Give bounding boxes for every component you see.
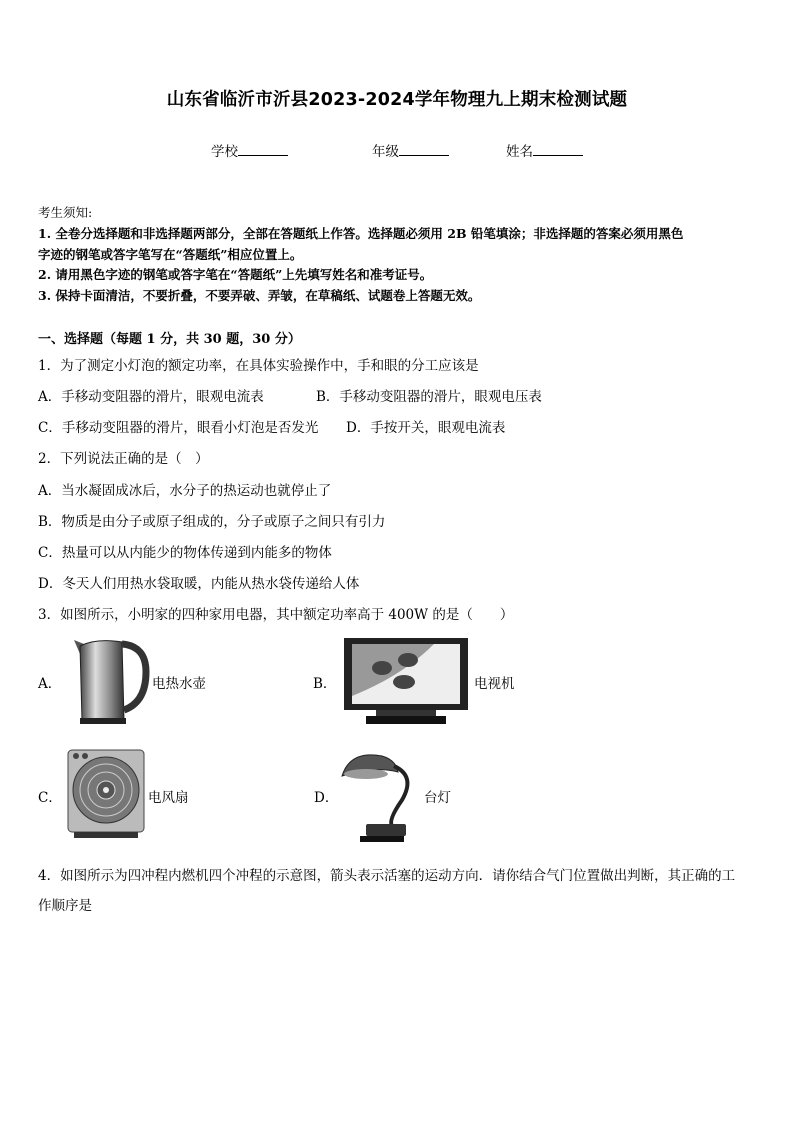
q3-option-a-letter: A． xyxy=(38,676,62,692)
q2-option-a: A．当水凝固成冰后，水分子的热运动也就停止了 xyxy=(38,483,332,499)
q3-option-a-label: 电热水壶 xyxy=(152,676,206,692)
q3-option-b-letter: B． xyxy=(313,676,337,692)
q2-option-b: B．物质是由分子或原子组成的，分子或原子之间只有引力 xyxy=(38,514,386,530)
q2-stem: 2．下列说法正确的是（ ） xyxy=(38,451,209,467)
q2-option-d: D．冬天人们用热水袋取暖，内能从热水袋传递给人体 xyxy=(38,576,360,592)
kettle-icon xyxy=(66,636,152,726)
school-blank xyxy=(238,143,288,156)
q3-option-d-letter: D． xyxy=(314,790,339,806)
television-icon xyxy=(342,636,470,726)
notice-line-1: 1. 全卷分选择题和非选择题两部分，全部在答题纸上作答。选择题必须用 2B 铅笔填涂；非选择题的答案必须用黑色 xyxy=(38,226,684,241)
name-blank xyxy=(533,143,583,156)
q2-option-c: C．热量可以从内能少的物体传递到内能多的物体 xyxy=(38,545,332,561)
notice-line-3: 2. 请用黑色字迹的钢笔或答字笔在“答题纸”上先填写姓名和准考证号。 xyxy=(38,267,433,282)
desk-lamp-icon xyxy=(336,746,420,846)
notice-line-4: 3. 保持卡面清洁，不要折叠，不要弄破、弄皱，在草稿纸、试题卷上答题无效。 xyxy=(38,288,481,303)
page-title: 山东省临沂市沂县2023-2024学年物理九上期末检测试题 xyxy=(166,90,628,110)
grade-field xyxy=(372,140,449,160)
grade-blank xyxy=(399,143,449,156)
section-heading: 一、选择题（每题 1 分，共 30 题，30 分） xyxy=(38,332,301,347)
q4-stem-line-2: 作顺序是 xyxy=(38,898,92,914)
q3-option-d-label: 台灯 xyxy=(424,790,451,806)
q3-option-c-letter: C． xyxy=(38,790,62,806)
grade-label: 年级 xyxy=(372,144,399,160)
q1-stem: 1．为了测定小灯泡的额定功率，在具体实验操作中，手和眼的分工应该是 xyxy=(38,358,479,374)
q3-stem: 3．如图所示，小明家的四种家用电器，其中额定功率高于 400W 的是（ ） xyxy=(38,607,514,623)
q3-option-c-label: 电风扇 xyxy=(148,790,189,806)
name-field xyxy=(506,140,583,160)
q1-option-c: C．手移动变阻器的滑片，眼看小灯泡是否发光 xyxy=(38,420,319,436)
q1-option-b: B．手移动变阻器的滑片，眼观电压表 xyxy=(316,389,542,405)
name-label: 姓名 xyxy=(506,144,533,160)
q1-option-a: A．手移动变阻器的滑片，眼观电流表 xyxy=(38,389,264,405)
q1-option-d: D．手按开关，眼观电流表 xyxy=(346,420,506,436)
q3-option-b-label: 电视机 xyxy=(474,676,515,692)
school-field xyxy=(211,140,288,160)
school-label: 学校 xyxy=(211,144,238,160)
q4-stem-line-1: 4．如图所示为四冲程内燃机四个冲程的示意图，箭头表示活塞的运动方向．请你结合气门位置做出判断，其正确的工 xyxy=(38,868,736,884)
notice-heading: 考生须知: xyxy=(38,205,93,220)
electric-fan-icon xyxy=(66,748,146,840)
notice-line-2: 字迹的钢笔或答字笔写在“答题纸”相应位置上。 xyxy=(38,247,303,262)
